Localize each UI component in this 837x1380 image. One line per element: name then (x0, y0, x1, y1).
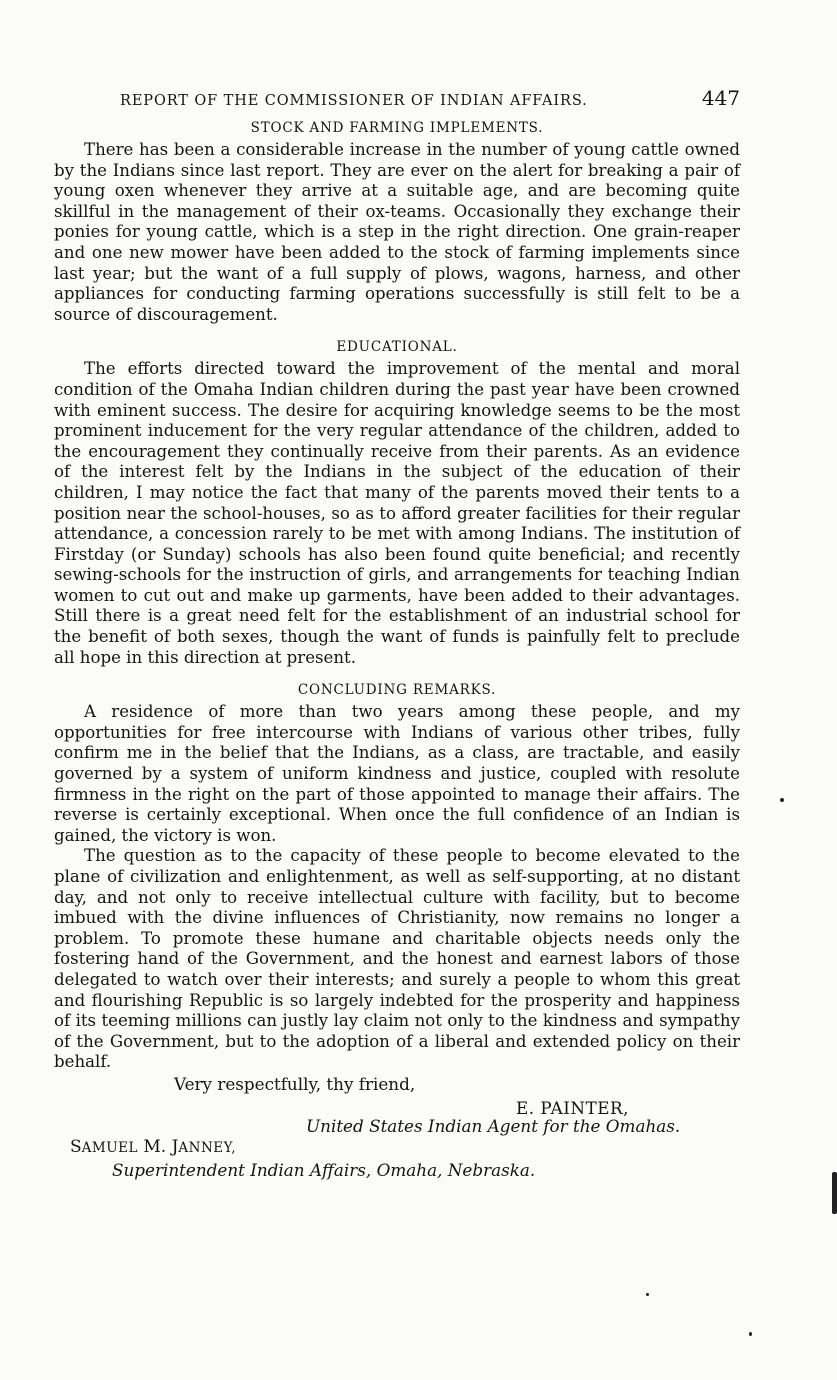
page-edge-mark (832, 1172, 837, 1214)
addressee-initial-2: J (171, 1136, 179, 1157)
paragraph-stock: There has been a considerable increase in the number of young cattle owned by the Indians since last report. They are ever on the alert for breaking a pair of young oxen whenever they arrive at a suitable age, and are becoming quite skillful in the management of their ox-teams. Occasionally they exchange their ponies for young cattle, which is a step in the right direction. One grain-reaper and one new mower have been added to the stock of farming implements since last year; but the want of a full supply of plows, wagons, harness, and other appliances for conducting farming operations successfully is still felt to be a source of discouragement. (54, 140, 740, 324)
ink-speck (646, 1293, 649, 1296)
section-heading-educational: EDUCATIONAL. (336, 339, 458, 356)
running-header (54, 86, 740, 110)
signature: E. PAINTER, (516, 1097, 630, 1118)
ink-speck (780, 798, 784, 802)
page (54, 86, 740, 1181)
closing-block (54, 1073, 740, 1181)
valediction: Very respectfully, thy friend, (174, 1073, 416, 1094)
paragraph-educational: The efforts directed toward the improvement of the mental and moral condition of the Omaha Indian children during the past year have been crowned with eminent success. The desire for acquiring knowledge seems to be the most prominent inducement for the very regular attendance of the children, added to the encouragement they continually receive from their parents. As an evidence of the interest felt by the Indians in the subject of the education of their children, I may notice the fact that many of the parents moved their tents to a position near the school-houses, so as to afford greater facilities for their regular attendance, a concession rarely to be met with among Indians. The institution of Firstday (or Sunday) schools has also been found quite beneficial; and recently sewing-schools for the instruction of girls, and arrangements for teaching Indian women to cut out and make up garments, have been added to their advantages. Still there is a great need felt for the establishment of an industrial school for the benefit of both sexes, though the want of funds is painfully felt to preclude all hope in this direction at present. (54, 359, 740, 667)
section-heading-stock: STOCK AND FARMING IMPLEMENTS. (250, 120, 544, 136)
addressee-initial-1: S (70, 1136, 82, 1157)
running-title: REPORT OF THE COMMISSIONER OF INDIAN AFFAIRS. (120, 93, 588, 109)
addressee-name-middle: M. (137, 1136, 172, 1157)
addressee-title: Superintendent Indian Affairs, Omaha, Nebraska. (112, 1159, 536, 1180)
page-number: 447 (701, 86, 740, 110)
paragraph-concluding-1: A residence of more than two years among these people, and my opportunities for free intercourse with Indians of various other tribes, fully confirm me in the belief that the Indians, as a class, are tractable, and easily governed by a system of uniform kindness and justice, coupled with resolute firmness in the right on the part of those appointed to manage their affairs. The reverse is certainly exceptional. When once the full confidence of an Indian is gained, the victory is won. (54, 702, 740, 845)
addressee-name (54, 1135, 740, 1159)
section-heading-concluding: CONCLUDING REMARKS. (297, 682, 497, 699)
signer-title: United States Indian Agent for the Omahas. (306, 1115, 681, 1136)
ink-speck (749, 1332, 752, 1336)
addressee-name-rest-1: AMUEL (81, 1139, 138, 1156)
addressee-name-rest-2: ANNEY, (178, 1139, 237, 1156)
paragraph-concluding-2: The question as to the capacity of these people to become elevated to the plane of civilization and enlightenment, as well as self-supporting, at no distant day, and not only to receive intellectual culture with facility, but to become imbued with the divine influences of Christianity, now remains no longer a problem. To promote these humane and charitable objects needs only the fostering hand of the Government, and the honest and earnest labors of those delegated to watch over their interests; and surely a people to whom this great and flourishing Republic is so largely indebted for the prosperity and happiness of its teeming millions can justly lay claim not only to the kindness and sympathy of the Government, but to the adoption of a liberal and extended policy on their behalf. (54, 846, 740, 1072)
